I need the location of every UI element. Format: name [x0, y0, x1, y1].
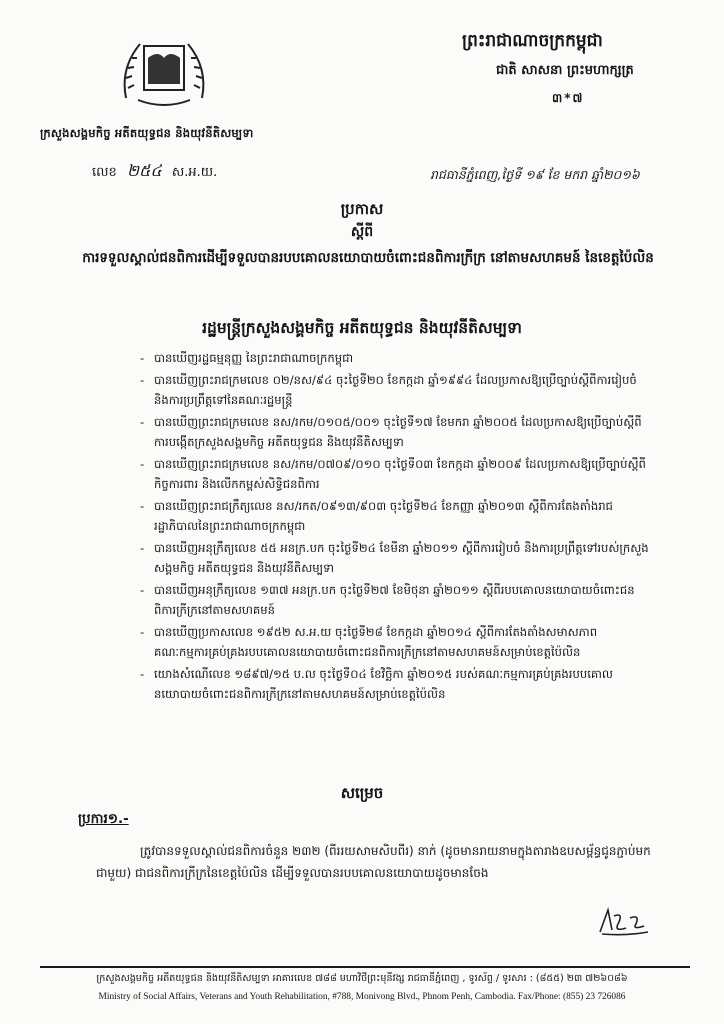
document-subject: ការទទួលស្គាល់ជនពិការដើម្បីទទួលបានរបបគោលនយោបាយចំពោះជនពិការក្រីក្រ នៅតាមសហគមន៍ នៃខេត្តប៉ៃលិន — [82, 250, 654, 266]
article-body: ត្រូវបានទទួលស្គាល់ជនពិការចំនួន ២៣២ (ពីររយសាមសិបពីរ) នាក់ (ដូចមានរាយនាមក្នុងតារាងឧបសម្ព័ន្ធជូនភ្ជាប់មកជាមួយ) ជាជនពិការក្រីក្រនៃខេត្តប៉ៃលិន ដើម្បីទទួលបានរបបគោលនយោបាយដូចមានចែង — [96, 844, 651, 880]
header-ornament: ៣*៧ — [552, 91, 585, 105]
kingdom-heading: ព្រះរាជាណាចក្រកម្ពុជា — [462, 31, 603, 51]
ref-number: ២៥៤ — [126, 161, 162, 180]
reference-item: - បានឃើញព្រះរាជក្រឹត្យលេខ នស/រកត/០៩១៣/៩០៣ ចុះថ្ងៃទី២៤ ខែកញ្ញា ឆ្នាំ២០១៣ ស្ដីពីការតែងតាំងរាជរដ្ឋាភិបាលនៃព្រះរាជាណាចក្រកម្ពុជា — [140, 496, 650, 536]
decision-heading: សម្រេច — [340, 784, 384, 802]
reference-item: - បានឃើញប្រកាសលេខ ១៩៥២ ស.អ.យ ចុះថ្ងៃទី២៨ ខែកក្កដា ឆ្នាំ២០១៤ ស្ដីពីការតែងតាំងសមាសភាពគណៈកម្មការគ្រប់គ្រងរបបគោលនយោបាយចំពោះជនពិការក្រីក្រនៅតាមសហគមន៍សម្រាប់ខេត្តប៉ៃលិន — [140, 622, 650, 662]
date-line: រាជធានីភ្នំពេញ,ថ្ងៃទី ១៩ ខែ មករា ឆ្នាំ២០១៦ — [430, 167, 640, 182]
reference-item: - បានឃើញព្រះរាជក្រមលេខ នស/រកម/០៧០៩/០១០ ចុះថ្ងៃទី០៣ ខែកក្កដា ឆ្នាំ២០០៩ ដែលប្រកាសឱ្យប្រើច្បាប់ស្ដីពីកិច្ចការពារ និងលើកកម្ពស់សិទ្ធិជនពិការ — [140, 454, 650, 494]
ref-prefix: លេខ — [92, 165, 117, 180]
reference-item: - បានឃើញព្រះរាជក្រមលេខ ០២/នស/៩៤ ចុះថ្ងៃទី២០ ខែកក្កដា ឆ្នាំ១៩៩៤ ដែលប្រកាសឱ្យប្រើច្បាប់ស្ដីពីការរៀបចំ និងការប្រព្រឹត្តទៅនៃគណៈរដ្ឋមន្ត្រី — [140, 370, 650, 410]
article-label: ប្រការ១.- — [78, 811, 129, 827]
reference-number — [92, 160, 217, 184]
footer-address-khmer: ក្រសួងសង្គមកិច្ច អតីតយុទ្ធជន និងយុវនីតិសម្បទា អាគារលេខ ៧៨៨ មហាវិថីព្រះមុនីវង្ស រាជធានីភ្នំពេញ , ទូរស័ព្ទ / ទូរសារ : (៨៥៥) ២៣ ៧២៦០៨៦ — [96, 973, 628, 984]
national-motto: ជាតិ សាសនា ព្រះមហាក្សត្រ — [496, 63, 634, 78]
reference-item: - យោងសំណើលេខ ១៨៩៧/១៥ ប.ល ចុះថ្ងៃទី០៤ ខែវិច្ឆិកា ឆ្នាំ២០១៥ របស់គណៈកម្មការគ្រប់គ្រងរបបគោលនយោបាយចំពោះជនពិការក្រីក្រនៅតាមសហគមន៍សម្រាប់ខេត្តប៉ៃលិន — [140, 664, 650, 704]
reference-item: - បានឃើញរដ្ឋធម្មនុញ្ញ នៃព្រះរាជាណាចក្រកម្ពុជា — [140, 348, 650, 368]
ministry-name: ក្រសួងសង្គមកិច្ច អតីតយុទ្ធជន និងយុវនីតិសម្បទា — [40, 126, 254, 140]
ministry-emblem-icon — [118, 38, 210, 110]
document-type: ប្រកាស — [340, 200, 384, 218]
footer-address-english: Ministry of Social Affairs, Veterans and Youth Rehabilitation, #788, Monivong Blvd., Phnom Penh, Cambodia. Fax/Phone: (855) 23 726086 — [98, 992, 626, 1002]
reference-item: - បានឃើញព្រះរាជក្រមលេខ នស/រកម/០១០៥/០០១ ចុះថ្ងៃទី១៧ ខែមករា ឆ្នាំ២០០៥ ដែលប្រកាសឱ្យប្រើច្បាប់ស្ដីពីការបង្កើតក្រសួងសង្គមកិច្ច អតីតយុទ្ធជន និងយុវនីតិសម្បទា — [140, 412, 650, 452]
ref-suffix: ស.អ.យ. — [171, 165, 218, 180]
about-label: ស្ដីពី — [350, 224, 374, 240]
legal-references — [140, 348, 650, 706]
handwritten-initials-icon — [596, 904, 652, 938]
footer-divider — [40, 966, 690, 968]
reference-item: - បានឃើញអនុក្រឹត្យលេខ ៥៥ អនក្រ.បក ចុះថ្ងៃទី២៤ ខែមីនា ឆ្នាំ២០១១ ស្ដីពីការរៀបចំ និងការប្រព្រឹត្តទៅរបស់ក្រសួងសង្គមកិច្ច អតីតយុទ្ធជន និងយុវនីតិសម្បទា — [140, 538, 650, 578]
reference-item: - បានឃើញអនុក្រឹត្យលេខ ១៣៧ អនក្រ.បក ចុះថ្ងៃទី២៧ ខែមិថុនា ឆ្នាំ២០១១ ស្ដីពីរបបគោលនយោបាយចំពោះជនពិការក្រីក្រនៅតាមសហគមន៍ — [140, 580, 650, 620]
minister-title: រដ្ឋមន្ត្រីក្រសួងសង្គមកិច្ច អតីតយុទ្ធជន និងយុវនីតិសម្បទា — [202, 319, 522, 337]
